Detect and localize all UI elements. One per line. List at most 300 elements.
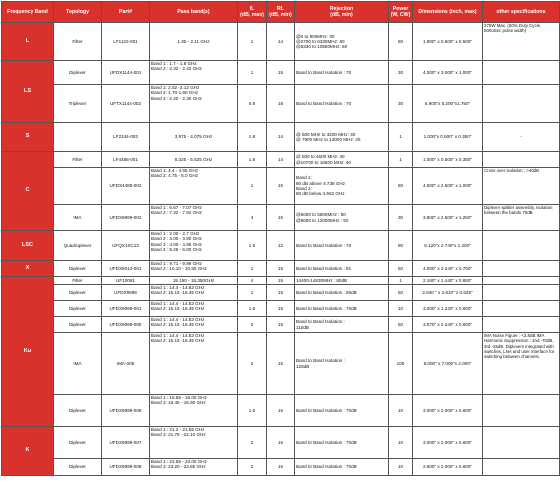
dimensions-cell-line: 3.000" x 1.220" x 0.600" bbox=[422, 305, 473, 311]
il-cell-line: 1.8 bbox=[248, 134, 256, 140]
dimensions-cell bbox=[413, 277, 483, 285]
rejection-cell bbox=[295, 205, 389, 231]
part-number-cell bbox=[102, 205, 150, 231]
part-number-cell-line: UFQX1SC12 bbox=[112, 242, 139, 248]
part-number-cell bbox=[102, 168, 150, 205]
pass-band-cell bbox=[150, 427, 238, 459]
pass-band-cell-line: Band 2: 1.70-1.80 GHz bbox=[151, 90, 198, 96]
other-specifications-cell bbox=[483, 459, 560, 476]
topology-cell-line: Triplexer bbox=[68, 100, 87, 106]
rl-cell bbox=[267, 231, 295, 261]
table-row bbox=[2, 285, 560, 301]
power-cell-line: 50 bbox=[397, 289, 404, 295]
power-cell bbox=[389, 261, 413, 277]
rejection-cell bbox=[295, 317, 389, 333]
rl-cell bbox=[267, 23, 295, 61]
dimensions-cell bbox=[413, 317, 483, 333]
il-cell-line: 1 bbox=[250, 38, 254, 44]
il-cell bbox=[238, 152, 267, 168]
topology-cell-line: Diplexer bbox=[69, 305, 86, 311]
frequency-band-cell: C bbox=[2, 152, 54, 231]
power-cell bbox=[389, 168, 413, 205]
il-cell-line: 2 bbox=[250, 464, 254, 470]
rejection-cell-line: Band to Band Isolation : 70 bbox=[296, 242, 352, 248]
topology-cell-line: IMA bbox=[73, 214, 82, 220]
other-specifications-cell: Cross over isolation : >40dB bbox=[483, 168, 560, 205]
rejection-cell bbox=[295, 277, 389, 285]
power-cell-line: 80 bbox=[397, 242, 404, 248]
part-number-cell-line: LF2244-002 bbox=[113, 134, 138, 140]
il-cell-line: 1 bbox=[250, 289, 254, 295]
rejection-cell-line: Band to Band Isolation : 81 bbox=[296, 265, 352, 271]
pass-band-cell-line: Band 2: 23.20 - 23.65 GHz bbox=[151, 464, 206, 470]
other-specifications-cell bbox=[483, 152, 560, 168]
part-number-cell bbox=[102, 333, 150, 395]
pass-band-cell-line: Band 1 : 1.7 - 1.8 GHz bbox=[151, 61, 197, 66]
il-cell bbox=[238, 261, 267, 277]
power-cell bbox=[389, 301, 413, 317]
topology-cell-line: Filter bbox=[72, 277, 83, 283]
rl-cell-line: 15 bbox=[277, 214, 284, 220]
rejection-cell-line: Band to Band Isolation : 70 bbox=[296, 100, 352, 106]
rl-cell bbox=[267, 427, 295, 459]
power-cell-line: 30 bbox=[397, 69, 404, 75]
rejection-cell-line: Band to Band Isolation : 70dB bbox=[296, 407, 357, 413]
pass-band-cell bbox=[150, 61, 238, 85]
table-row bbox=[2, 231, 560, 261]
pass-band-cell-line: Band 1 : 2.00 - 2.7 GHz bbox=[151, 231, 200, 236]
rl-cell bbox=[267, 285, 295, 301]
pass-band-cell-line: Band 1 : 21.2 - 21.55 GHz bbox=[151, 427, 205, 432]
dimensions-cell bbox=[413, 85, 483, 123]
rejection-cell-line: @2700 to 6330MHz: 60 bbox=[296, 38, 345, 44]
topology-cell-line: Filter bbox=[72, 38, 83, 44]
power-cell-line: 10 bbox=[397, 407, 404, 413]
rejection-cell-line: Band to Band Isolation : bbox=[296, 358, 345, 364]
rejection-cell-line: @6330 to 10550MHz: 50 bbox=[296, 44, 348, 50]
power-cell bbox=[389, 285, 413, 301]
il-cell bbox=[238, 333, 267, 395]
pass-band-cell bbox=[150, 23, 238, 61]
pass-band-cell-line: Band 2 : 7.32 - 7.92 GHz bbox=[151, 210, 202, 216]
pass-band-cell-line: Band 1 : 14.4 - 14.83 GHz bbox=[151, 285, 205, 290]
pass-band-cell-line: Band 1 : 14.4 - 14.83 GHz bbox=[151, 333, 205, 338]
rejection-cell-line: @ 500 MHz to 3200 MHz: 40 bbox=[296, 131, 356, 137]
part-number-cell bbox=[102, 261, 150, 277]
il-cell bbox=[238, 277, 267, 285]
dimensions-cell-line: 3.000" x 2.000" x 0.600" bbox=[422, 407, 473, 413]
rejection-cell-line: @5000 to 5800MHz : 50 bbox=[296, 212, 346, 218]
other-specifications-cell: IMA Noise Figure : <3.8dB IMA Harmonic Suppression : 2nd -70dB, 3rd -25dB. Diplexers integrated with switches, LNA and user interface for switching between channels. bbox=[483, 333, 560, 395]
power-cell-line: 50 bbox=[397, 183, 404, 189]
part-number-cell-line: IMA-005 bbox=[116, 360, 135, 366]
rl-cell-line: 15 bbox=[277, 321, 284, 327]
rejection-cell-line: Band to Band Isolation : 80dB bbox=[296, 289, 357, 295]
rl-cell-line: 15 bbox=[277, 407, 284, 413]
rejection-cell bbox=[295, 123, 389, 152]
dimensions-cell bbox=[413, 168, 483, 205]
part-number-cell bbox=[102, 395, 150, 427]
dimensions-cell-line: 1.000" x 0.500" x 0.350" bbox=[422, 156, 473, 162]
pass-band-cell-line: Band 1: 2.02 -2.12 GHz bbox=[151, 85, 200, 90]
pass-band-cell-line: Band 1 : 14.4 - 14.83 GHz bbox=[151, 301, 205, 306]
rejection-cell-line: Band 2: bbox=[296, 186, 312, 191]
part-number-cell-line: UFDX9999-006 bbox=[109, 407, 142, 413]
il-cell bbox=[238, 285, 267, 301]
pass-band-cell bbox=[150, 333, 238, 395]
dimensions-cell bbox=[413, 152, 483, 168]
pass-band-cell bbox=[150, 277, 238, 285]
rl-cell bbox=[267, 205, 295, 231]
il-cell bbox=[238, 317, 267, 333]
rejection-cell-line: Band 1: bbox=[296, 175, 312, 181]
rejection-cell bbox=[295, 85, 389, 123]
il-cell bbox=[238, 123, 267, 152]
topology-cell bbox=[54, 23, 102, 61]
other-specifications-cell bbox=[483, 261, 560, 277]
part-number-cell bbox=[102, 23, 150, 61]
power-cell bbox=[389, 395, 413, 427]
rl-cell bbox=[267, 317, 295, 333]
topology-cell-line: Diplexer bbox=[69, 69, 86, 75]
header-row bbox=[2, 2, 560, 23]
rejection-cell-line: Band to Band Isolation : bbox=[296, 319, 345, 325]
pass-band-cell bbox=[150, 301, 238, 317]
pass-band-cell bbox=[150, 317, 238, 333]
part-number-cell bbox=[102, 123, 150, 152]
table-row bbox=[2, 123, 560, 152]
table-row bbox=[2, 205, 560, 231]
part-number-cell bbox=[102, 459, 150, 476]
topology-cell-line: Diplexer bbox=[69, 464, 86, 470]
il-cell-line: 1 bbox=[250, 183, 254, 189]
part-number-cell-line: UFDX9999 bbox=[114, 289, 137, 295]
topology-cell bbox=[54, 427, 102, 459]
part-number-cell bbox=[102, 277, 150, 285]
dimensions-cell bbox=[413, 23, 483, 61]
pass-band-cell-line: Band 3 : 4.00 - 4.95 GHz bbox=[151, 241, 202, 247]
il-cell bbox=[238, 395, 267, 427]
rejection-cell bbox=[295, 301, 389, 317]
il-cell bbox=[238, 205, 267, 231]
il-cell bbox=[238, 168, 267, 205]
il-cell bbox=[238, 459, 267, 476]
pass-band-cell bbox=[150, 261, 238, 277]
part-number-cell bbox=[102, 85, 150, 123]
dimensions-cell-line: 5.120"x 2.740"x 1.200" bbox=[424, 242, 471, 248]
dimensions-cell bbox=[413, 123, 483, 152]
il-cell-line: 2 bbox=[250, 439, 254, 445]
power-cell bbox=[389, 23, 413, 61]
pass-band-cell-line: Band 2: 4.75 - 5.0 GHz bbox=[151, 173, 198, 179]
other-specifications-cell bbox=[483, 301, 560, 317]
topology-cell bbox=[54, 205, 102, 231]
il-cell-line: 1.5 bbox=[248, 242, 256, 248]
topology-cell bbox=[54, 61, 102, 85]
pass-band-cell-line: Band 2: 15.15 -15.35 GHz bbox=[151, 306, 205, 312]
power-cell-line: 10 bbox=[397, 464, 404, 470]
power-cell-line: 50 bbox=[397, 321, 404, 327]
part-number-cell-line: LF1122-001 bbox=[113, 38, 138, 44]
table-row bbox=[2, 317, 560, 333]
table-row bbox=[2, 395, 560, 427]
topology-cell bbox=[54, 168, 102, 205]
topology-cell-line: IMA bbox=[73, 360, 82, 366]
pass-band-cell bbox=[150, 123, 238, 152]
dimensions-cell bbox=[413, 285, 483, 301]
dimensions-cell bbox=[413, 231, 483, 261]
dimensions-cell-line: 2.600" x 2.000" x 0.600" bbox=[422, 464, 473, 470]
pass-band-cell-line: 3.975 - 4.075 GHz bbox=[174, 134, 213, 140]
frequency-band-cell: K bbox=[2, 427, 54, 476]
frequency-band-cell: Ku bbox=[2, 277, 54, 427]
rejection-cell-line: Band to Band Isolation : 70 bbox=[296, 69, 352, 75]
rejection-cell bbox=[295, 333, 389, 395]
pass-band-cell-line: Band 2 : 3.00 - 3.90 GHz bbox=[151, 236, 202, 242]
topology-cell bbox=[54, 231, 102, 261]
dimensions-cell bbox=[413, 61, 483, 85]
other-specifications-cell bbox=[483, 317, 560, 333]
part-number-cell bbox=[102, 301, 150, 317]
rl-cell bbox=[267, 333, 295, 395]
dimensions-cell bbox=[413, 261, 483, 277]
other-specifications-cell: - bbox=[483, 123, 560, 152]
rl-cell bbox=[267, 152, 295, 168]
power-cell-line: 50 bbox=[397, 265, 404, 271]
rejection-cell-line: @ 7900 MHz to 13000 MHz: 40 bbox=[296, 137, 361, 142]
frequency-band-cell: LSC bbox=[2, 231, 54, 261]
pass-band-cell-line: Band 2 : 10.10 - 10.50 GHz bbox=[151, 266, 207, 272]
part-number-cell-line: UF10081 bbox=[116, 277, 135, 283]
dimensions-cell-line: 2.160" x 1.440" x 0.650" bbox=[422, 277, 473, 283]
rejection-cell bbox=[295, 261, 389, 277]
table-row bbox=[2, 61, 560, 85]
rl-cell bbox=[267, 85, 295, 123]
power-cell-line: 50 bbox=[397, 38, 404, 44]
topology-cell bbox=[54, 152, 102, 168]
pass-band-cell-line: 15.150 - 15.350GHz bbox=[172, 277, 215, 283]
header-topology: Topology bbox=[54, 2, 102, 23]
dimensions-cell-line: 9.000" x 7.000"x 4.000" bbox=[423, 360, 472, 366]
pass-band-cell-line: Band 4 : 5.25 - 6.00 GHz bbox=[151, 246, 202, 252]
pass-band-cell-line: 5.325 - 5.525 GHz bbox=[174, 156, 213, 162]
pass-band-cell-line: Band 2: 15.15 -15.35 GHz bbox=[151, 338, 205, 344]
rejection-cell-line: Band to Band Isolation : 70dB bbox=[296, 439, 357, 445]
part-number-cell-line: LF4488-001 bbox=[113, 156, 138, 162]
rl-cell-line: 15 bbox=[277, 183, 284, 189]
rl-cell bbox=[267, 168, 295, 205]
rejection-cell-line: 125dB bbox=[296, 363, 310, 369]
rejection-cell bbox=[295, 285, 389, 301]
rl-cell-line: 15 bbox=[277, 360, 284, 366]
power-cell-line: 1 bbox=[399, 277, 402, 283]
power-cell bbox=[389, 427, 413, 459]
frequency-band-cell: L bbox=[2, 23, 54, 61]
frequency-band-cell: X bbox=[2, 261, 54, 277]
pass-band-cell bbox=[150, 168, 238, 205]
power-cell bbox=[389, 123, 413, 152]
table-row bbox=[2, 23, 560, 61]
other-specifications-cell bbox=[483, 395, 560, 427]
header-frequency-band: Frequency Band bbox=[2, 2, 54, 23]
header-dimensions: Dimensions (inch, max) bbox=[413, 2, 483, 23]
pass-band-cell bbox=[150, 205, 238, 231]
power-cell bbox=[389, 333, 413, 395]
other-specifications-cell bbox=[483, 61, 560, 85]
power-cell bbox=[389, 85, 413, 123]
rl-cell-line: 15 bbox=[277, 464, 284, 470]
pass-band-cell-line: Band 2: 15.15 -15.35 GHz bbox=[151, 322, 205, 328]
rejection-cell-line: 80 dB above 4.738 GHz bbox=[296, 180, 346, 186]
header-other-specifications: other specifications bbox=[483, 2, 560, 23]
rejection-cell-line: @10700 to 16500 MHz: 40 bbox=[296, 159, 351, 165]
il-cell-line: 2 bbox=[250, 360, 254, 366]
part-number-cell-line: UFDX9999-005 bbox=[109, 321, 142, 327]
topology-cell-line: Quadruplexer bbox=[63, 242, 92, 248]
rejection-cell bbox=[295, 427, 389, 459]
pass-band-cell bbox=[150, 285, 238, 301]
part-number-cell-line: UFDX4488-002 bbox=[109, 183, 142, 189]
other-specifications-cell bbox=[483, 277, 560, 285]
table-body bbox=[2, 23, 560, 476]
il-cell bbox=[238, 23, 267, 61]
topology-cell bbox=[54, 301, 102, 317]
topology-cell bbox=[54, 395, 102, 427]
pass-band-cell-line: Band 2: 15.15 -15.35 GHz bbox=[151, 290, 205, 296]
il-cell-line: 1.5 bbox=[248, 305, 256, 311]
pass-band-cell-line: Band 2: 16.45 - 16.90 GHz bbox=[151, 400, 206, 406]
table-row bbox=[2, 168, 560, 205]
other-specifications-cell: Diplexer splitter assembly. Isolation between the bands 70dB bbox=[483, 205, 560, 231]
topology-cell-line: Filter bbox=[72, 156, 83, 162]
dimensions-cell-line: 3.800" x 2.500" x 1.250" bbox=[422, 214, 473, 220]
topology-cell-line: Diplexer bbox=[69, 407, 86, 413]
il-cell-line: 1.5 bbox=[248, 407, 256, 413]
rejection-cell bbox=[295, 61, 389, 85]
rejection-cell-line: 14400-14830MHz : 80dB bbox=[296, 277, 348, 283]
part-number-cell bbox=[102, 61, 150, 85]
dimensions-cell bbox=[413, 333, 483, 395]
rl-cell bbox=[267, 61, 295, 85]
dimensions-cell bbox=[413, 301, 483, 317]
rl-cell bbox=[267, 277, 295, 285]
il-cell-line: 1 bbox=[250, 265, 254, 271]
il-cell bbox=[238, 301, 267, 317]
dimensions-cell-line: 4.500" x 2.500" x 1.000" bbox=[422, 183, 473, 189]
table-row bbox=[2, 459, 560, 476]
rejection-cell-line: 110dB bbox=[296, 324, 309, 330]
topology-cell bbox=[54, 317, 102, 333]
table-row bbox=[2, 301, 560, 317]
dimensions-cell bbox=[413, 395, 483, 427]
pass-band-cell-line: Band 3 : 2.20 - 2.30 GHz bbox=[151, 95, 202, 101]
frequency-band-cell: S bbox=[2, 123, 54, 152]
power-cell-line: 1 bbox=[399, 156, 402, 162]
header-rejection: Rejection (dB, min) bbox=[295, 2, 389, 23]
topology-cell bbox=[54, 459, 102, 476]
rejection-cell bbox=[295, 231, 389, 261]
topology-cell-line: Diplexer bbox=[69, 321, 86, 327]
pass-band-cell-line: 1.35 - 2.11 GHz bbox=[177, 38, 210, 44]
part-number-cell-line: UFDX9999-008 bbox=[109, 464, 142, 470]
rl-cell bbox=[267, 395, 295, 427]
rl-cell bbox=[267, 459, 295, 476]
pass-band-cell bbox=[150, 231, 238, 261]
dimensions-cell-line: 2.930 " x 2.810" x 0.625" bbox=[422, 289, 473, 295]
topology-cell bbox=[54, 277, 102, 285]
rl-cell-line: 12 bbox=[277, 242, 284, 248]
rejection-cell bbox=[295, 168, 389, 205]
rejection-cell-line: @0 to 900MHz: 30 bbox=[296, 33, 335, 39]
il-cell-line: 4 bbox=[250, 214, 254, 220]
rl-cell-line: 18 bbox=[277, 100, 284, 106]
rl-cell-line: 14 bbox=[277, 38, 284, 44]
il-cell-line: 4 bbox=[250, 277, 254, 283]
power-cell-line: 10 bbox=[397, 439, 404, 445]
rl-cell-line: 15 bbox=[277, 305, 284, 311]
header-part-number: Part# bbox=[102, 2, 150, 23]
pass-band-cell bbox=[150, 459, 238, 476]
power-cell-line: 100 bbox=[396, 360, 405, 366]
rl-cell-line: 15 bbox=[277, 289, 284, 295]
power-cell bbox=[389, 152, 413, 168]
part-number-cell-line: UFDX1144-001 bbox=[109, 69, 142, 75]
rejection-cell-line: Band to Band Isolation : 70dB bbox=[296, 464, 357, 470]
part-number-cell-line: UFDX9999-001 bbox=[109, 305, 142, 311]
rl-cell bbox=[267, 261, 295, 277]
dimensions-cell-line: 1.000"x 0.500" x 0.350" bbox=[423, 134, 472, 140]
rl-cell bbox=[267, 123, 295, 152]
dimensions-cell bbox=[413, 205, 483, 231]
part-number-cell bbox=[102, 427, 150, 459]
header-power: Power (W, CW) bbox=[389, 2, 413, 23]
power-cell-line: 30 bbox=[397, 100, 404, 106]
other-specifications-cell bbox=[483, 85, 560, 123]
il-cell-line: 1 bbox=[250, 69, 254, 75]
topology-cell bbox=[54, 333, 102, 395]
table-row bbox=[2, 333, 560, 395]
rejection-cell-line: @ 500 to 4500 MHz: 40 bbox=[296, 154, 345, 160]
header-pass-bands: Pass band(s) bbox=[150, 2, 238, 23]
other-specifications-cell bbox=[483, 427, 560, 459]
pass-band-cell-line: Band 1 : 22.55 - 23.00 GHz bbox=[151, 459, 207, 464]
rl-cell bbox=[267, 301, 295, 317]
table-row bbox=[2, 261, 560, 277]
dimensions-cell bbox=[413, 427, 483, 459]
topology-cell-line: Diplexer bbox=[69, 439, 86, 445]
power-cell bbox=[389, 231, 413, 261]
other-specifications-cell: 275W Max. (50% Duty Cycle, 500uSec pulse width) bbox=[483, 23, 560, 61]
rl-cell-line: 15 bbox=[277, 277, 284, 283]
pass-band-cell-line: Band 1 : 15.55 - 16.00 GHz bbox=[151, 395, 207, 400]
topology-cell bbox=[54, 123, 102, 152]
part-number-cell-line: UFTX1144-002 bbox=[109, 100, 142, 106]
il-cell bbox=[238, 61, 267, 85]
other-specifications-cell bbox=[483, 285, 560, 301]
power-cell-line: 30 bbox=[397, 214, 404, 220]
power-cell-line: 10 bbox=[397, 305, 404, 311]
power-cell-line: 1 bbox=[399, 134, 402, 140]
pass-band-cell-line: Band 1 : 14.4 - 14.83 GHz bbox=[151, 317, 205, 322]
frequency-band-cell: LS bbox=[2, 61, 54, 123]
pass-band-cell bbox=[150, 152, 238, 168]
il-cell bbox=[238, 231, 267, 261]
il-cell bbox=[238, 427, 267, 459]
table-row bbox=[2, 85, 560, 123]
rl-cell-line: 14 bbox=[277, 134, 284, 140]
rl-cell-line: 15 bbox=[277, 439, 284, 445]
specifications-table bbox=[1, 1, 560, 476]
